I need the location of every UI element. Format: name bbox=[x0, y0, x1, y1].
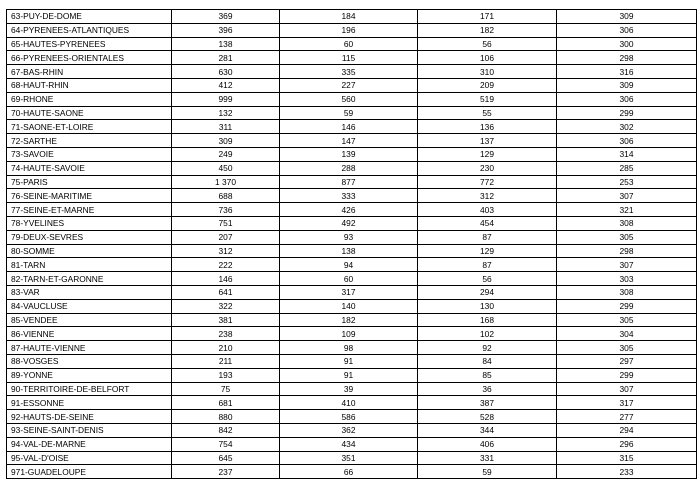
table-row bbox=[7, 65, 697, 79]
value-cell-3: 230 bbox=[418, 161, 557, 175]
value-cell-3: 130 bbox=[418, 299, 557, 313]
value-cell-2: 59 bbox=[280, 106, 418, 120]
value-cell-2: 146 bbox=[280, 120, 418, 134]
table-row bbox=[7, 423, 697, 437]
value-cell-1: 309 bbox=[172, 134, 280, 148]
value-cell-4: 309 bbox=[557, 10, 697, 24]
department-name-cell: 66-PYRENEES-ORIENTALES bbox=[7, 51, 172, 65]
value-cell-3: 59 bbox=[418, 465, 557, 479]
value-cell-1: 369 bbox=[172, 10, 280, 24]
department-name-cell: 73-SAVOIE bbox=[7, 147, 172, 161]
value-cell-2: 333 bbox=[280, 189, 418, 203]
value-cell-4: 302 bbox=[557, 120, 697, 134]
value-cell-4: 321 bbox=[557, 203, 697, 217]
table-row bbox=[7, 299, 697, 313]
department-name-cell: 65-HAUTES-PYRENEES bbox=[7, 37, 172, 51]
value-cell-4: 294 bbox=[557, 423, 697, 437]
department-name-cell: 64-PYRENEES-ATLANTIQUES bbox=[7, 23, 172, 37]
value-cell-1: 193 bbox=[172, 368, 280, 382]
table-row bbox=[7, 203, 697, 217]
value-cell-3: 84 bbox=[418, 354, 557, 368]
value-cell-2: 362 bbox=[280, 423, 418, 437]
department-name-cell: 75-PARIS bbox=[7, 175, 172, 189]
table-row bbox=[7, 92, 697, 106]
value-cell-2: 184 bbox=[280, 10, 418, 24]
value-cell-1: 249 bbox=[172, 147, 280, 161]
department-name-cell: 971-GUADELOUPE bbox=[7, 465, 172, 479]
value-cell-1: 736 bbox=[172, 203, 280, 217]
value-cell-3: 209 bbox=[418, 78, 557, 92]
table-row bbox=[7, 147, 697, 161]
value-cell-1: 751 bbox=[172, 216, 280, 230]
value-cell-4: 277 bbox=[557, 410, 697, 424]
value-cell-3: 387 bbox=[418, 396, 557, 410]
value-cell-3: 168 bbox=[418, 313, 557, 327]
department-name-cell: 70-HAUTE-SAONE bbox=[7, 106, 172, 120]
table-row bbox=[7, 51, 697, 65]
department-name-cell: 77-SEINE-ET-MARNE bbox=[7, 203, 172, 217]
value-cell-4: 305 bbox=[557, 230, 697, 244]
table-row bbox=[7, 410, 697, 424]
department-name-cell: 93-SEINE-SAINT-DENIS bbox=[7, 423, 172, 437]
table-row bbox=[7, 341, 697, 355]
department-name-cell: 63-PUY-DE-DOME bbox=[7, 10, 172, 24]
value-cell-4: 300 bbox=[557, 37, 697, 51]
table-row bbox=[7, 272, 697, 286]
department-name-cell: 81-TARN bbox=[7, 258, 172, 272]
department-name-cell: 87-HAUTE-VIENNE bbox=[7, 341, 172, 355]
value-cell-3: 344 bbox=[418, 423, 557, 437]
value-cell-1: 75 bbox=[172, 382, 280, 396]
value-cell-3: 56 bbox=[418, 37, 557, 51]
value-cell-4: 299 bbox=[557, 106, 697, 120]
department-name-cell: 74-HAUTE-SAVOIE bbox=[7, 161, 172, 175]
value-cell-1: 880 bbox=[172, 410, 280, 424]
value-cell-2: 93 bbox=[280, 230, 418, 244]
value-cell-3: 136 bbox=[418, 120, 557, 134]
value-cell-4: 253 bbox=[557, 175, 697, 189]
value-cell-4: 305 bbox=[557, 313, 697, 327]
table-row bbox=[7, 10, 697, 24]
value-cell-4: 299 bbox=[557, 299, 697, 313]
value-cell-1: 210 bbox=[172, 341, 280, 355]
value-cell-1: 132 bbox=[172, 106, 280, 120]
value-cell-4: 296 bbox=[557, 437, 697, 451]
table-row bbox=[7, 244, 697, 258]
value-cell-2: 98 bbox=[280, 341, 418, 355]
value-cell-1: 211 bbox=[172, 354, 280, 368]
department-name-cell: 88-VOSGES bbox=[7, 354, 172, 368]
value-cell-4: 307 bbox=[557, 382, 697, 396]
department-name-cell: 86-VIENNE bbox=[7, 327, 172, 341]
department-name-cell: 71-SAONE-ET-LOIRE bbox=[7, 120, 172, 134]
table-row bbox=[7, 78, 697, 92]
value-cell-1: 311 bbox=[172, 120, 280, 134]
table-row bbox=[7, 134, 697, 148]
value-cell-2: 877 bbox=[280, 175, 418, 189]
table-row bbox=[7, 396, 697, 410]
value-cell-4: 285 bbox=[557, 161, 697, 175]
department-name-cell: 69-RHONE bbox=[7, 92, 172, 106]
table-row bbox=[7, 382, 697, 396]
value-cell-3: 129 bbox=[418, 244, 557, 258]
value-cell-2: 91 bbox=[280, 354, 418, 368]
value-cell-1: 688 bbox=[172, 189, 280, 203]
department-name-cell: 68-HAUT-RHIN bbox=[7, 78, 172, 92]
value-cell-3: 92 bbox=[418, 341, 557, 355]
value-cell-1: 412 bbox=[172, 78, 280, 92]
value-cell-2: 94 bbox=[280, 258, 418, 272]
value-cell-1: 645 bbox=[172, 451, 280, 465]
value-cell-3: 331 bbox=[418, 451, 557, 465]
value-cell-2: 426 bbox=[280, 203, 418, 217]
value-cell-2: 492 bbox=[280, 216, 418, 230]
value-cell-2: 317 bbox=[280, 285, 418, 299]
value-cell-2: 434 bbox=[280, 437, 418, 451]
value-cell-1: 312 bbox=[172, 244, 280, 258]
value-cell-3: 294 bbox=[418, 285, 557, 299]
table-row bbox=[7, 285, 697, 299]
department-name-cell: 92-HAUTS-DE-SEINE bbox=[7, 410, 172, 424]
value-cell-4: 307 bbox=[557, 258, 697, 272]
value-cell-1: 146 bbox=[172, 272, 280, 286]
table-row bbox=[7, 189, 697, 203]
value-cell-2: 586 bbox=[280, 410, 418, 424]
table-body bbox=[7, 10, 697, 479]
value-cell-4: 306 bbox=[557, 23, 697, 37]
department-name-cell: 80-SOMME bbox=[7, 244, 172, 258]
value-cell-2: 288 bbox=[280, 161, 418, 175]
value-cell-3: 528 bbox=[418, 410, 557, 424]
value-cell-1: 281 bbox=[172, 51, 280, 65]
value-cell-3: 403 bbox=[418, 203, 557, 217]
value-cell-1: 1 370 bbox=[172, 175, 280, 189]
value-cell-1: 754 bbox=[172, 437, 280, 451]
value-cell-3: 36 bbox=[418, 382, 557, 396]
value-cell-4: 308 bbox=[557, 285, 697, 299]
department-data-table bbox=[6, 9, 697, 479]
value-cell-2: 147 bbox=[280, 134, 418, 148]
department-name-cell: 67-BAS-RHIN bbox=[7, 65, 172, 79]
value-cell-2: 138 bbox=[280, 244, 418, 258]
value-cell-2: 560 bbox=[280, 92, 418, 106]
value-cell-1: 681 bbox=[172, 396, 280, 410]
value-cell-2: 115 bbox=[280, 51, 418, 65]
value-cell-2: 60 bbox=[280, 272, 418, 286]
value-cell-1: 842 bbox=[172, 423, 280, 437]
value-cell-4: 298 bbox=[557, 51, 697, 65]
value-cell-3: 87 bbox=[418, 230, 557, 244]
value-cell-2: 66 bbox=[280, 465, 418, 479]
department-name-cell: 82-TARN-ET-GARONNE bbox=[7, 272, 172, 286]
department-name-cell: 83-VAR bbox=[7, 285, 172, 299]
value-cell-2: 60 bbox=[280, 37, 418, 51]
value-cell-1: 138 bbox=[172, 37, 280, 51]
value-cell-1: 222 bbox=[172, 258, 280, 272]
table-row bbox=[7, 327, 697, 341]
table-row bbox=[7, 216, 697, 230]
value-cell-4: 317 bbox=[557, 396, 697, 410]
department-name-cell: 78-YVELINES bbox=[7, 216, 172, 230]
value-cell-4: 298 bbox=[557, 244, 697, 258]
table-row bbox=[7, 120, 697, 134]
value-cell-2: 182 bbox=[280, 313, 418, 327]
value-cell-1: 450 bbox=[172, 161, 280, 175]
value-cell-3: 312 bbox=[418, 189, 557, 203]
department-name-cell: 91-ESSONNE bbox=[7, 396, 172, 410]
value-cell-3: 85 bbox=[418, 368, 557, 382]
value-cell-4: 297 bbox=[557, 354, 697, 368]
value-cell-1: 999 bbox=[172, 92, 280, 106]
table-row bbox=[7, 37, 697, 51]
table-row bbox=[7, 23, 697, 37]
table-row bbox=[7, 313, 697, 327]
value-cell-4: 308 bbox=[557, 216, 697, 230]
value-cell-3: 171 bbox=[418, 10, 557, 24]
value-cell-4: 304 bbox=[557, 327, 697, 341]
value-cell-1: 381 bbox=[172, 313, 280, 327]
department-name-cell: 72-SARTHE bbox=[7, 134, 172, 148]
table-row bbox=[7, 161, 697, 175]
value-cell-3: 55 bbox=[418, 106, 557, 120]
value-cell-3: 454 bbox=[418, 216, 557, 230]
value-cell-3: 137 bbox=[418, 134, 557, 148]
value-cell-3: 129 bbox=[418, 147, 557, 161]
value-cell-1: 238 bbox=[172, 327, 280, 341]
value-cell-2: 351 bbox=[280, 451, 418, 465]
value-cell-3: 182 bbox=[418, 23, 557, 37]
value-cell-2: 335 bbox=[280, 65, 418, 79]
value-cell-4: 303 bbox=[557, 272, 697, 286]
value-cell-4: 315 bbox=[557, 451, 697, 465]
value-cell-2: 139 bbox=[280, 147, 418, 161]
table-row bbox=[7, 354, 697, 368]
value-cell-4: 305 bbox=[557, 341, 697, 355]
value-cell-1: 322 bbox=[172, 299, 280, 313]
department-name-cell: 85-VENDEE bbox=[7, 313, 172, 327]
value-cell-4: 299 bbox=[557, 368, 697, 382]
value-cell-3: 56 bbox=[418, 272, 557, 286]
value-cell-2: 410 bbox=[280, 396, 418, 410]
value-cell-4: 307 bbox=[557, 189, 697, 203]
department-name-cell: 89-YONNE bbox=[7, 368, 172, 382]
value-cell-3: 102 bbox=[418, 327, 557, 341]
value-cell-1: 237 bbox=[172, 465, 280, 479]
table-row bbox=[7, 437, 697, 451]
value-cell-2: 140 bbox=[280, 299, 418, 313]
value-cell-4: 306 bbox=[557, 92, 697, 106]
table-row bbox=[7, 451, 697, 465]
value-cell-1: 396 bbox=[172, 23, 280, 37]
department-name-cell: 79-DEUX-SEVRES bbox=[7, 230, 172, 244]
value-cell-2: 109 bbox=[280, 327, 418, 341]
value-cell-3: 87 bbox=[418, 258, 557, 272]
value-cell-3: 406 bbox=[418, 437, 557, 451]
table-row bbox=[7, 106, 697, 120]
table-row bbox=[7, 465, 697, 479]
value-cell-4: 233 bbox=[557, 465, 697, 479]
value-cell-3: 106 bbox=[418, 51, 557, 65]
value-cell-1: 630 bbox=[172, 65, 280, 79]
value-cell-3: 310 bbox=[418, 65, 557, 79]
table-row bbox=[7, 175, 697, 189]
value-cell-2: 91 bbox=[280, 368, 418, 382]
value-cell-2: 196 bbox=[280, 23, 418, 37]
value-cell-4: 306 bbox=[557, 134, 697, 148]
table-row bbox=[7, 230, 697, 244]
value-cell-3: 519 bbox=[418, 92, 557, 106]
department-name-cell: 76-SEINE-MARITIME bbox=[7, 189, 172, 203]
value-cell-2: 39 bbox=[280, 382, 418, 396]
value-cell-4: 309 bbox=[557, 78, 697, 92]
department-name-cell: 90-TERRITOIRE-DE-BELFORT bbox=[7, 382, 172, 396]
table-row bbox=[7, 368, 697, 382]
value-cell-1: 641 bbox=[172, 285, 280, 299]
department-name-cell: 95-VAL-D'OISE bbox=[7, 451, 172, 465]
value-cell-2: 227 bbox=[280, 78, 418, 92]
value-cell-3: 772 bbox=[418, 175, 557, 189]
department-name-cell: 84-VAUCLUSE bbox=[7, 299, 172, 313]
table-row bbox=[7, 258, 697, 272]
value-cell-4: 314 bbox=[557, 147, 697, 161]
value-cell-4: 316 bbox=[557, 65, 697, 79]
value-cell-1: 207 bbox=[172, 230, 280, 244]
department-name-cell: 94-VAL-DE-MARNE bbox=[7, 437, 172, 451]
